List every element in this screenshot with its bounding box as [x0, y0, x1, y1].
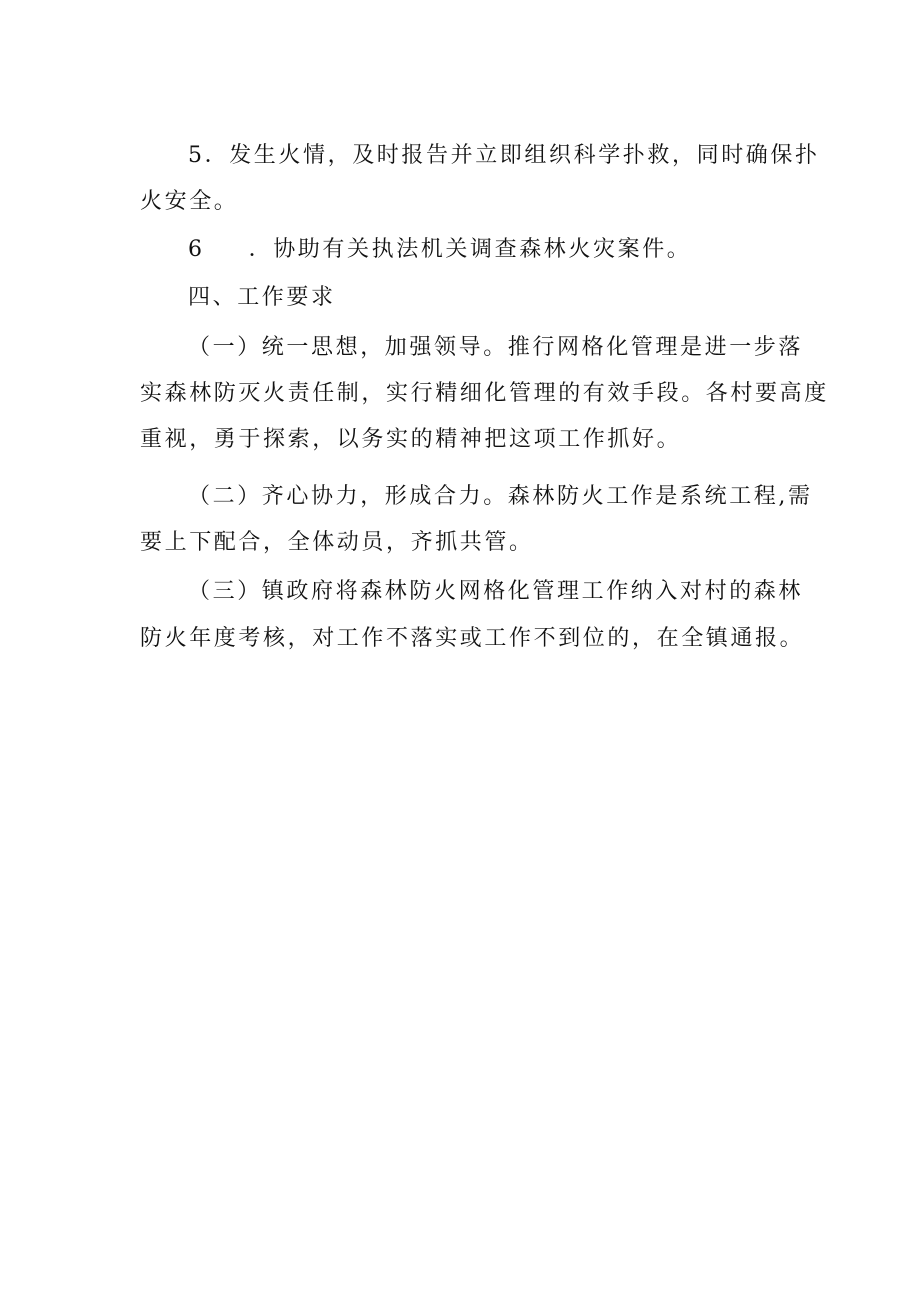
requirement-3-line-1: （三）镇政府将森林防火网格化管理工作纳入对村的森林 [188, 579, 804, 604]
requirement-2-line-1: （二）齐心协力，形成合力。森林防火工作是系统工程,需 [188, 484, 813, 509]
requirement-2-line-2: 要上下配合，全体动员，齐抓共管。 [140, 530, 534, 555]
section-4-heading: 四、工作要求 [188, 285, 336, 310]
requirement-3-line-2: 防火年度考核，对工作不落实或工作不到位的，在全镇通报。 [140, 626, 805, 651]
requirement-1-line-3: 重视，勇于探索，以务实的精神把这项工作抓好。 [140, 427, 682, 452]
item-5-line-2: 火安全。 [140, 189, 239, 214]
item-5-line-1: 5．发生火情，及时报告并立即组织科学扑救，同时确保扑 [188, 143, 820, 168]
requirement-1-line-2: 实森林防灭火责任制，实行精细化管理的有效手段。各村要高度 [140, 381, 829, 406]
item-6 [188, 235, 691, 265]
requirement-1-line-1: （一）统一思想，加强领导。推行网格化管理是进一步落 [188, 335, 804, 360]
item-6-number: 6 [188, 237, 205, 262]
item-6-text: ．协助有关执法机关调查森林火灾案件。 [248, 237, 692, 262]
